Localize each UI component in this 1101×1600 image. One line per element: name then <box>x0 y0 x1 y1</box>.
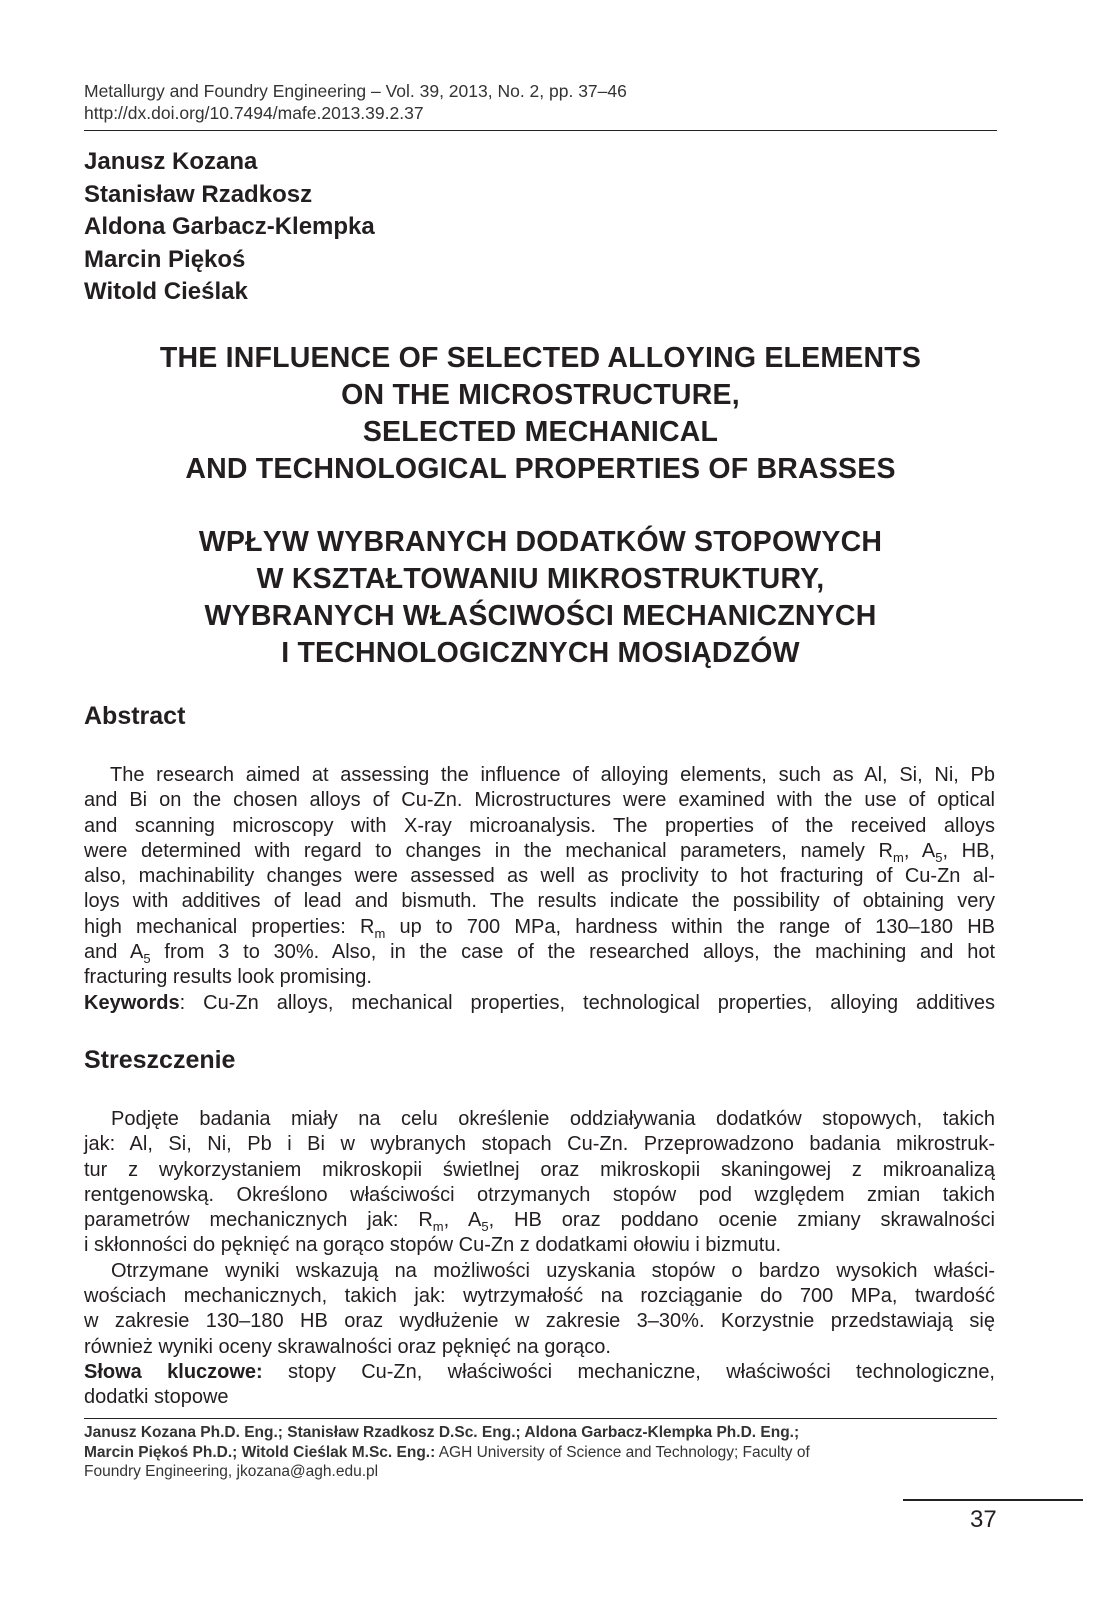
abstract-line <box>84 915 995 940</box>
doi-link[interactable]: http://dx.doi.org/10.7494/mafe.2013.39.2.37 <box>84 103 424 123</box>
author-name: Stanisław Rzadkosz <box>84 180 313 208</box>
streszczenie-line: Otrzymane wyniki wskazują na możliwości uzyskania stopów o bardzo wysokich właści- <box>111 1259 995 1282</box>
abstract-line: and Bi on the chosen alloys of Cu-Zn. Microstructures were examined with the use of optical <box>84 789 995 812</box>
streszczenie-line <box>84 1208 995 1233</box>
text-run: parametrów mechanicznych jak: R <box>84 1209 433 1232</box>
journal-header <box>84 80 1004 124</box>
abstract-line: and scanning microscopy with X-ray microanalysis. The properties of the received alloys <box>84 814 995 837</box>
author-name: Janusz Kozana <box>84 148 258 175</box>
title-english <box>84 340 997 488</box>
title-line: SELECTED MECHANICAL <box>362 416 719 448</box>
abstract-line: The research aimed at assessing the influence of alloying elements, such as Al, Si, Ni, Pb <box>110 764 995 786</box>
abstract-line: loys with additives of lead and bismuth. The results indicate the possibility of obtaining very <box>84 890 995 913</box>
author-name: Marcin Piękoś <box>84 245 246 273</box>
text-run: , HB oraz poddano ocenie zmiany skrawalności <box>488 1209 995 1232</box>
text-run: , A <box>443 1209 482 1232</box>
streszczenie-text <box>84 1107 995 1411</box>
author-name: Witold Cieślak <box>84 278 248 305</box>
streszczenie-line: tur z wykorzystaniem mikroskopii świetlnej oraz mikroskopii skaningowej z mikroanalizą <box>84 1158 995 1181</box>
abstract-line: also, machinability changes were assessed as well as proclivity to hot fracturing of Cu-Zn al- <box>84 865 995 888</box>
streszczenie-line: i skłonności do pęknięć na gorąco stopów Cu-Zn z dodatkami ołowiu i bizmutu. <box>84 1234 782 1257</box>
keywords-line <box>84 1360 995 1385</box>
footnote-line <box>84 1443 997 1463</box>
abstract-line <box>84 839 995 864</box>
footnote-authors: Marcin Piękoś Ph.D.; Witold Cieślak M.Sc. Eng.: <box>84 1443 436 1461</box>
subscript: 5 <box>935 849 943 865</box>
subscript: 5 <box>143 951 151 967</box>
title-line: WPŁYW WYBRANYCH DODATKÓW STOPOWYCH <box>198 526 883 558</box>
title-line: THE INFLUENCE OF SELECTED ALLOYING ELEMENTS <box>159 342 922 374</box>
author-list <box>84 146 375 309</box>
page-number: 37 <box>970 1506 997 1533</box>
subscript: m <box>432 1219 444 1235</box>
title-line: WYBRANYCH WŁAŚCIWOŚCI MECHANICZNYCH <box>204 600 877 632</box>
footnote-affiliation: AGH University of Science and Technology; Faculty of <box>435 1443 810 1461</box>
footnote-rule <box>84 1418 997 1419</box>
page-number-rule <box>903 1499 1083 1501</box>
text-run: up to 700 MPa, hardness within the range of 130–180 HB <box>385 915 995 938</box>
keywords-line: dodatki stopowe <box>84 1386 229 1409</box>
title-line: I TECHNOLOGICZNYCH MOSIĄDZÓW <box>281 637 800 669</box>
text-run: and A <box>84 941 144 964</box>
streszczenie-heading: Streszczenie <box>84 1046 236 1074</box>
journal-citation: Metallurgy and Foundry Engineering – Vol. 39, 2013, No. 2, pp. 37–46 <box>84 81 627 101</box>
text-run: , A <box>903 839 936 862</box>
footnote-line: Foundry Engineering, jkozana@agh.edu.pl <box>84 1463 379 1480</box>
subscript: 5 <box>481 1219 489 1235</box>
streszczenie-line: również wyniki oceny skrawalności oraz pęknięć na gorąco. <box>84 1335 611 1358</box>
author-affiliation-footnote <box>84 1423 997 1482</box>
streszczenie-line: w zakresie 130–180 HB oraz wydłużenie w zakresie 3–30%. Korzystnie przedstawiają się <box>84 1310 995 1333</box>
abstract-heading: Abstract <box>84 702 186 730</box>
footnote-line <box>84 1423 997 1443</box>
abstract-line <box>84 940 995 965</box>
subscript: m <box>892 849 904 865</box>
abstract-text <box>84 763 995 1016</box>
keywords-text: : Cu-Zn alloys, mechanical properties, technological properties, alloying additives <box>179 991 995 1014</box>
streszczenie-line: rentgenowską. Określono właściwości otrzymanych stopów pod względem zmian takich <box>84 1183 995 1206</box>
header-rule <box>84 130 997 131</box>
text-run: were determined with regard to changes in the mechanical parameters, namely R <box>84 839 893 862</box>
streszczenie-line: wościach mechanicznych, takich jak: wytrzymałość na rozciąganie do 700 MPa, twardość <box>84 1285 995 1308</box>
title-polish <box>84 524 997 672</box>
text-run: from 3 to 30%. Also, in the case of the researched alloys, the machining and hot <box>150 941 995 964</box>
keywords-label: Słowa kluczowe: <box>84 1360 263 1383</box>
author-name: Aldona Garbacz-Klempka <box>84 213 375 240</box>
title-line: ON THE MICROSTRUCTURE, <box>341 379 740 411</box>
text-run: , HB, <box>942 839 995 862</box>
keywords-text: stopy Cu-Zn, właściwości mechaniczne, właściwości technologiczne, <box>262 1360 995 1383</box>
abstract-line: fracturing results look promising. <box>84 966 372 989</box>
keywords-line <box>84 991 995 1016</box>
text-run: high mechanical properties: R <box>84 915 375 938</box>
title-line: AND TECHNOLOGICAL PROPERTIES OF BRASSES <box>185 453 896 485</box>
keywords-label: Keywords <box>84 991 180 1014</box>
subscript: m <box>374 925 386 941</box>
footnote-authors: Janusz Kozana Ph.D. Eng.; Stanisław Rzadkosz D.Sc. Eng.; Aldona Garbacz-Klempka Ph.D. Eng.; <box>84 1424 800 1441</box>
title-line: W KSZTAŁTOWANIU MIKROSTRUKTURY, <box>256 563 825 595</box>
streszczenie-line: jak: Al, Si, Ni, Pb i Bi w wybranych stopach Cu-Zn. Przeprowadzono badania mikrostruk- <box>84 1133 995 1156</box>
streszczenie-line: Podjęte badania miały na celu określenie oddziaływania dodatków stopowych, takich <box>111 1108 995 1130</box>
